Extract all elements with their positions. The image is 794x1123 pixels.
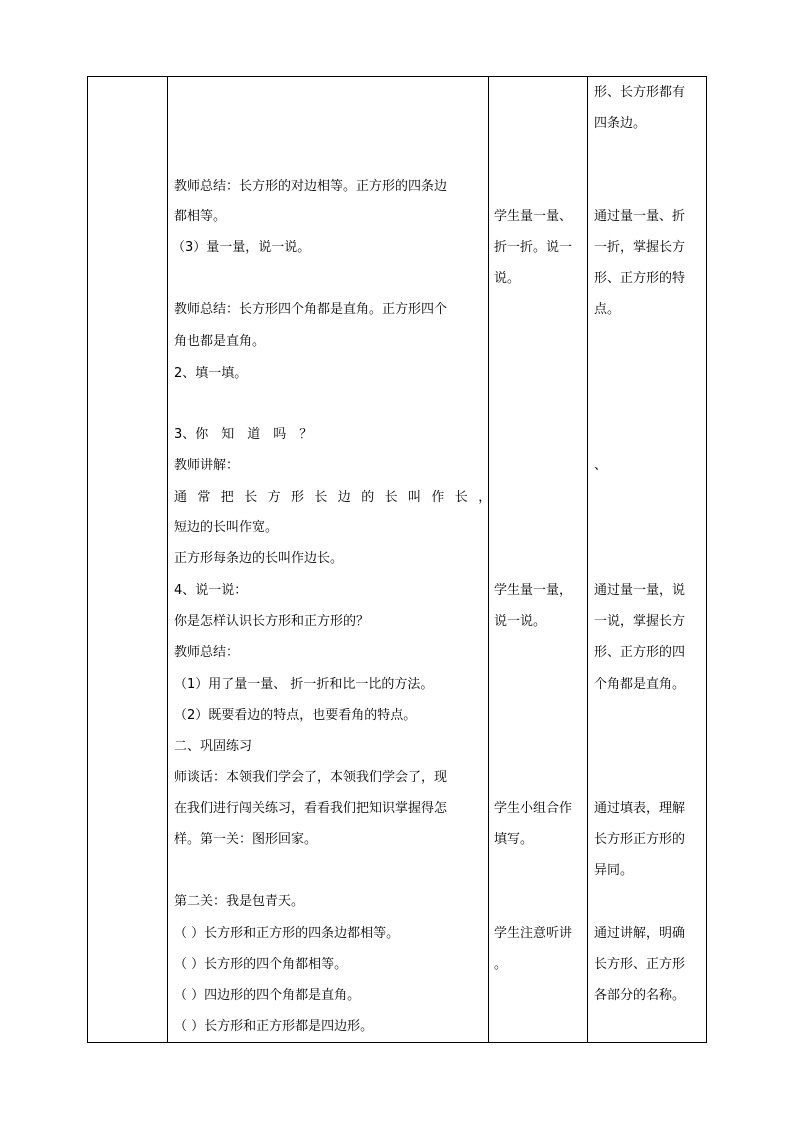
- text-line: 4、说一说：: [174, 583, 248, 598]
- table-bottom-border: [87, 1042, 707, 1043]
- text-line: 一说，掌握长方: [594, 614, 686, 629]
- text-line: 短边的长叫作宽。: [174, 520, 279, 535]
- text-line: 师谈话：本领我们学会了，本领我们学会了，现: [174, 770, 448, 785]
- text-line: 形、正方形的四: [594, 645, 686, 660]
- text-line: 学生注意听讲: [494, 926, 573, 941]
- text-line: 在我们进行闯关练习，看看我们把知识掌握得怎: [174, 801, 448, 816]
- text-line: 第二关：我是包青天。: [174, 894, 305, 909]
- text-line: 教师总结：长方形的对边相等。正方形的四条边: [174, 179, 448, 194]
- true-false-item: （ ）长方形的四个角都相等。: [174, 957, 348, 972]
- text-line: 教师讲解：: [174, 458, 240, 473]
- text-line: 四条边。: [594, 116, 647, 131]
- text-line: 。: [494, 957, 508, 972]
- text-line: 点。: [594, 302, 621, 317]
- text-line: 2、填一填。: [174, 366, 248, 381]
- text-line: 3、你 知 道 吗 ？: [174, 427, 313, 442]
- text-line: 你是怎样认识长方形和正方形的？: [174, 614, 370, 629]
- text-line: 长方形、正方形: [594, 957, 686, 972]
- text-line: 通过量一量，说: [594, 583, 686, 598]
- true-false-item: （ ）四边形的四个角都是直角。: [174, 988, 361, 1003]
- column-divider-2: [488, 76, 489, 1043]
- text-line: 个角都是直角。: [594, 677, 686, 692]
- text-line: 通过量一量、折: [594, 209, 686, 224]
- text-line: 异同。: [594, 863, 634, 878]
- section-heading: 二、巩固练习: [174, 739, 253, 754]
- text-line: 通过讲解，明确: [594, 926, 686, 941]
- text-line: 学生小组合作: [494, 801, 573, 816]
- text-line: 形、正方形的特: [594, 271, 686, 286]
- text-line: 教师总结：: [174, 645, 240, 660]
- text-line: 形、长方形都有: [594, 85, 686, 100]
- text-line: 、: [594, 458, 608, 473]
- text-line: 填写。: [494, 832, 534, 847]
- text-line: 说。: [494, 271, 521, 286]
- text-line: 各部分的名称。: [594, 988, 686, 1003]
- text-line: 长方形正方形的: [594, 832, 686, 847]
- text-line: 学生量一量，: [494, 583, 573, 598]
- text-line: 通常把长方形长边的长叫作长，: [174, 490, 502, 505]
- text-line: 折一折。说一: [494, 240, 573, 255]
- table-top-border: [87, 76, 707, 77]
- true-false-item: （ ）长方形和正方形都是四边形。: [174, 1019, 374, 1034]
- table-right-border: [706, 76, 707, 1043]
- text-line: 样。第一关：图形回家。: [174, 832, 318, 847]
- text-line: 一折，掌握长方: [594, 240, 686, 255]
- column-divider-3: [587, 76, 588, 1043]
- text-line: 学生量一量、: [494, 209, 573, 224]
- text-line: 角也都是直角。: [174, 334, 266, 349]
- text-line: 通过填表，理解: [594, 801, 686, 816]
- text-line: 教师总结：长方形四个角都是直角。正方形四个: [174, 302, 448, 317]
- text-line-justified: [174, 490, 502, 506]
- text-line: （2）既要看边的特点，也要看角的特点。: [174, 708, 417, 723]
- text-line: （3）量一量，说一说。: [172, 240, 311, 255]
- text-line: 都相等。: [174, 209, 227, 224]
- text-line: 说一说。: [494, 614, 547, 629]
- text-line: （1）用了量一量、 折一折和比一比的方法。: [174, 677, 434, 692]
- column-divider-1: [167, 76, 168, 1043]
- text-line: 正方形每条边的长叫作边长。: [174, 551, 344, 566]
- true-false-item: （ ）长方形和正方形的四条边都相等。: [174, 926, 400, 941]
- table-left-border: [87, 76, 88, 1043]
